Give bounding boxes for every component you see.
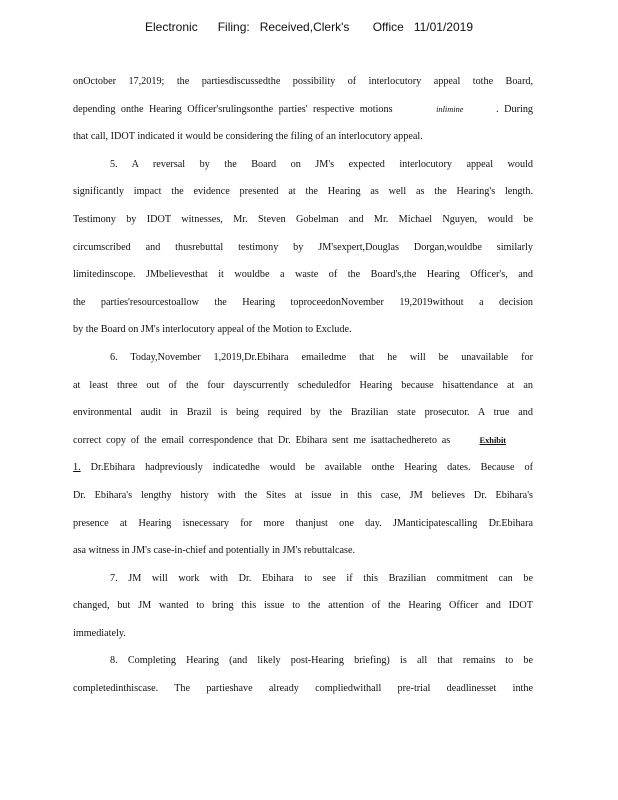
body-line — [73, 454, 533, 482]
body-line: circumscribed and thusrebuttal testimony by JM'sexpert,Douglas Dorgan,wouldbe similarly — [73, 241, 533, 253]
body-line: presence at Hearing isnecessary for more thanjust one day. JManticipatescalling Dr.Ebihara — [73, 517, 533, 529]
body-line: significantly impact the evidence presented at the Hearing as well as the Hearing's length. — [73, 186, 533, 198]
exhibit-reference: Exhibit — [479, 435, 507, 445]
body-line: by the Board on JM's interlocutory appeal of the Motion to Exclude. — [73, 324, 352, 336]
body-line: changed, but JM wanted to bring this issue to the attention of the Hearing Officer and IDOT — [73, 600, 533, 612]
body-line: asa witness in JM's case-in-chief and potentially in JM's rebuttalcase. — [73, 545, 356, 557]
paragraph-6-start: 6. Today,November 1,2019,Dr.Ebihara emailedme that he will be unavailable for — [110, 351, 533, 363]
body-line: completedinthiscase. The partieshave already compliedwithall pre-trial deadlinesset inthe — [73, 683, 533, 695]
body-line — [73, 96, 533, 124]
body-line: onOctober 17,2019; the partiesdiscussedthe possibility of interlocutory appeal tothe Board, — [73, 76, 533, 87]
paragraph-8-start: 8. Completing Hearing (and likely post-Hearing briefing) is all that remains to be — [110, 655, 533, 667]
italic-term: inlimine — [436, 104, 464, 114]
body-line: at least three out of the four dayscurrently scheduledfor Hearing because hisattendance at an — [73, 379, 533, 391]
paragraph-5-start: 5. A reversal by the Board on JM's expected interlocutory appeal would — [110, 158, 533, 170]
body-line: environmental audit in Brazil is being required by the Brazilian state prosecutor. A true and — [73, 407, 533, 419]
paragraph-7-start: 7. JM will work with Dr. Ebihara to see if this Brazilian commitment can be — [110, 572, 533, 584]
body-line: Testimony by IDOT witnesses, Mr. Steven Gobelman and Mr. Michael Nguyen, would be — [73, 213, 533, 225]
body-text: depending onthe Hearing Officer'srulingsonthe parties' respective motions — [73, 103, 393, 115]
body-line — [73, 427, 533, 455]
body-line: immediately. — [73, 627, 126, 639]
exhibit-number: 1. — [73, 462, 81, 474]
body-text: . During — [496, 103, 533, 115]
filing-header: Electronic Filing: Received,Clerk's Office 11/01/2019 — [145, 20, 473, 34]
body-line: Dr. Ebihara's lengthy history with the Sites at issue in this case, JM believes Dr. Ebihara's — [73, 489, 533, 501]
body-line: that call, IDOT indicated it would be considering the filing of an interlocutory appeal. — [73, 131, 423, 143]
body-text: correct copy of the email correspondence that Dr. Ebihara sent me isattachedhereto as — [73, 434, 451, 446]
body-line: limitedinscope. JMbelievesthat it wouldbe a waste of the Board's,the Hearing Officer's, and — [73, 269, 533, 281]
body-text: Dr.Ebihara hadpreviously indicatedhe would be available onthe Hearing dates. Because of — [80, 462, 533, 474]
document-body — [73, 68, 533, 703]
body-line: the parties'resourcestoallow the Hearing toproceedonNovember 19,2019without a decision — [73, 296, 533, 308]
